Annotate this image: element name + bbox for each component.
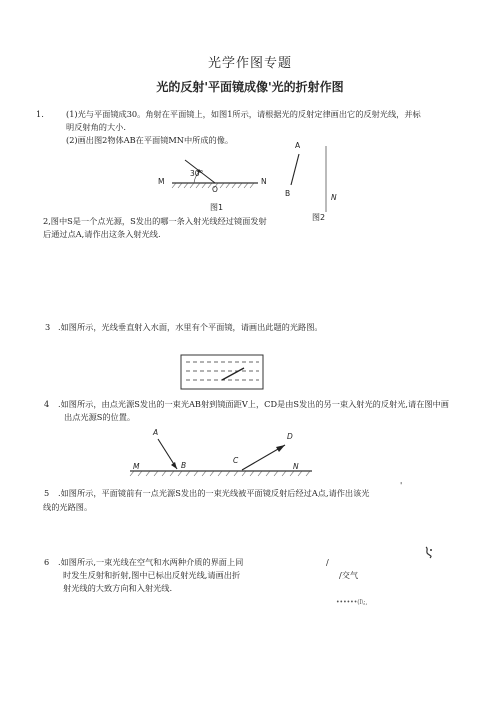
fig4-label-b: B bbox=[181, 461, 187, 470]
fig4-label-c: C bbox=[233, 456, 239, 465]
page-subtitle: 光的反射'平面镜成像'光的折射作图 bbox=[156, 80, 344, 94]
q4-line2: 出点光源S的位置。 bbox=[64, 412, 136, 422]
q6-line1: .如图所示,一束光线在空气和水两种介质的界面上同 bbox=[58, 557, 244, 567]
q6-line3: 射光线的大致方向和入射光线. bbox=[63, 583, 173, 593]
q5-line2: 线的光路图。 bbox=[43, 502, 93, 512]
fig4-label-n: N bbox=[293, 462, 299, 471]
q6-interface-mark: ••••••(l\;, bbox=[336, 599, 368, 606]
q6-number: 6 bbox=[44, 557, 50, 567]
q1-line1: (1)光与平面镜成30。角射在平面镜上，如图1所示，请根据光的反射定律画出它的反射光线，并标 bbox=[66, 109, 421, 119]
fig2-caption: 图2 bbox=[312, 213, 326, 222]
q1-line2: 明反射角的大小. bbox=[66, 122, 126, 132]
fig4-label-d: D bbox=[287, 432, 293, 441]
q5-line1: .如图所示，平面镜前有一点光源S发出的一束光线被平面镜反射后经过A点,请作出该光 bbox=[58, 488, 370, 498]
fig4-label-m: M bbox=[133, 462, 140, 471]
q6-air-label: /交气 bbox=[339, 570, 359, 580]
fig2-label-n: N bbox=[331, 193, 337, 202]
q4-line1: .如图所示，由点光源S发出的一束光AB射到镜面距V上，CD是由S发出的另一束入射光的反射光,请在图中画 bbox=[58, 399, 449, 409]
fig1-label-o: O bbox=[212, 185, 218, 194]
q2-line1: 2,图中S是一个点光源，S发出的哪一条入射光线经过镜面发射 bbox=[43, 216, 267, 226]
fig1-label-n: N bbox=[261, 177, 267, 186]
q3-line1: .如图所示，光线垂直射入水面，水里有个平面镜，请画出此题的光路图。 bbox=[58, 322, 323, 332]
stray-ink-mark bbox=[423, 545, 435, 559]
page-title: 光学作图专题 bbox=[207, 56, 292, 71]
q5-dot-mark: ' bbox=[400, 480, 403, 490]
figure-2-object-mirror bbox=[280, 140, 350, 220]
q6-line2: 时发生反射和折射,图中已标出反射光线,请画出折 bbox=[63, 570, 241, 580]
q2-line2: 后通过点A,请作出这条入射光线. bbox=[43, 229, 161, 239]
fig1-label-m: M bbox=[158, 177, 165, 186]
q1-number: 1. bbox=[36, 109, 44, 119]
q1-line3: (2)画出图2物体AB在平面镜MN中所成的像。 bbox=[66, 135, 234, 145]
q6-reflected-ray-mark: / bbox=[326, 557, 329, 567]
fig2-label-b: B bbox=[285, 189, 291, 198]
fig1-caption: 图1 bbox=[210, 203, 224, 212]
fig4-label-a: A bbox=[153, 428, 159, 437]
q4-number: 4 bbox=[44, 399, 50, 409]
q3-number: 3 bbox=[45, 322, 51, 332]
q5-number: 5 bbox=[44, 488, 50, 498]
figure-3-water-mirror bbox=[180, 354, 265, 392]
fig2-label-a: A bbox=[295, 141, 301, 150]
fig1-angle: 30° bbox=[190, 169, 204, 178]
